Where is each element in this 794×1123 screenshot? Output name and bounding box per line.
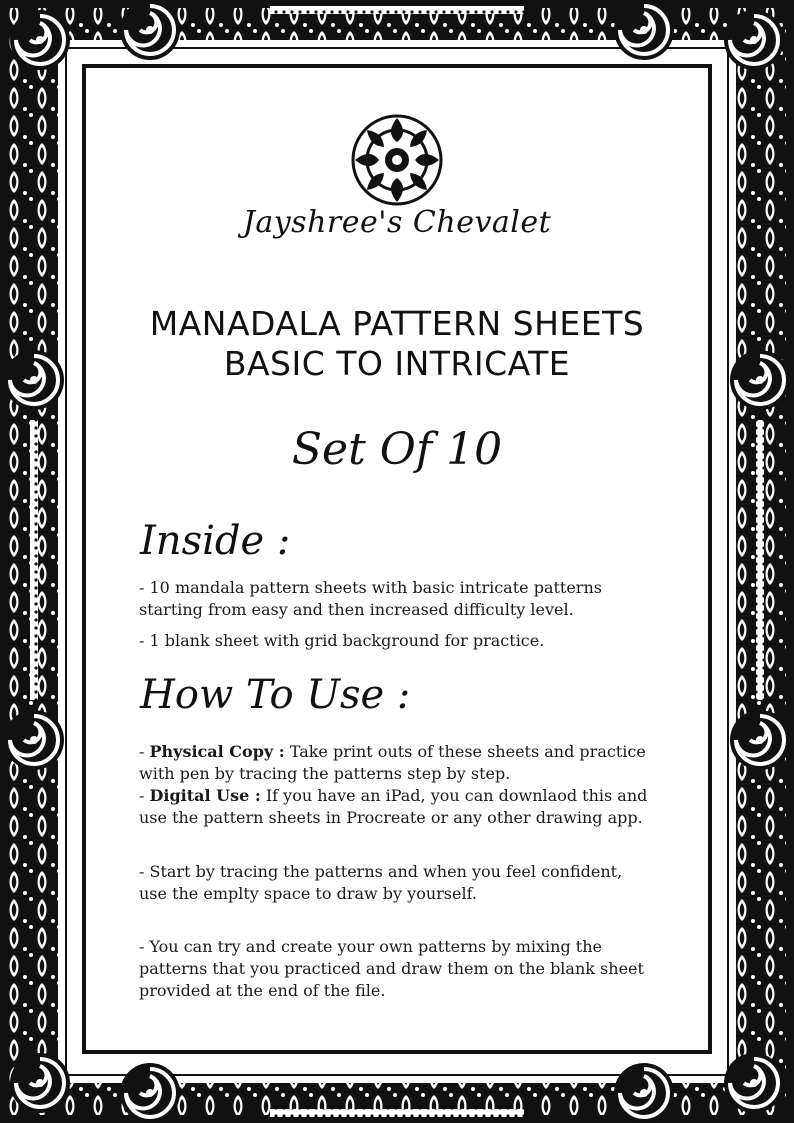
page-title-line-2: BASIC TO INTRICATE xyxy=(223,344,571,383)
how-to-use-list xyxy=(139,741,679,829)
create-tip-line-1: - You can try and create your own patterns by mixing the xyxy=(139,937,602,956)
start-tip-line-2: use the emplty space to draw by yourself. xyxy=(139,884,478,903)
page-title-line-1: MANADALA PATTERN SHEETS xyxy=(149,304,645,343)
digital-use-line-1 xyxy=(139,785,679,807)
inside-item-1 xyxy=(139,577,679,621)
create-tip xyxy=(139,936,679,1002)
physical-prefix: - xyxy=(139,742,150,761)
inside-item-2-line-1: - 1 blank sheet with grid background for practice. xyxy=(139,631,545,650)
inside-item-2 xyxy=(139,630,679,652)
set-label: Set Of 10 xyxy=(291,424,503,475)
create-tip-line-2: patterns that you practiced and draw them on the blank sheet xyxy=(139,959,644,978)
physical-copy-text-1: Take print outs of these sheets and practice xyxy=(284,742,646,761)
how-to-use-heading: How To Use : xyxy=(140,672,411,718)
inside-item-1-line-2: starting from easy and then increased difficulty level. xyxy=(139,600,574,619)
physical-copy-line-2: with pen by tracing the patterns step by step. xyxy=(139,764,511,783)
digital-use-label: Digital Use : xyxy=(149,786,261,805)
brand-name: Jayshree's Chevalet xyxy=(242,205,552,240)
inside-heading: Inside : xyxy=(140,518,291,564)
digital-use-text-1: If you have an iPad, you can downlaod this and xyxy=(260,786,648,805)
start-tip xyxy=(139,861,679,905)
create-tip-line-3: provided at the end of the file. xyxy=(139,981,386,1000)
mandala-logo-icon xyxy=(347,110,447,210)
inside-item-1-line-1: - 10 mandala pattern sheets with basic intricate patterns xyxy=(139,578,602,597)
digital-use-line-2: use the pattern sheets in Procreate or any other drawing app. xyxy=(139,808,643,827)
physical-copy-label: Physical Copy : xyxy=(149,742,285,761)
start-tip-line-1: - Start by tracing the patterns and when you feel confident, xyxy=(139,862,623,881)
digital-prefix: - xyxy=(139,786,150,805)
physical-copy-line-1 xyxy=(139,741,679,763)
